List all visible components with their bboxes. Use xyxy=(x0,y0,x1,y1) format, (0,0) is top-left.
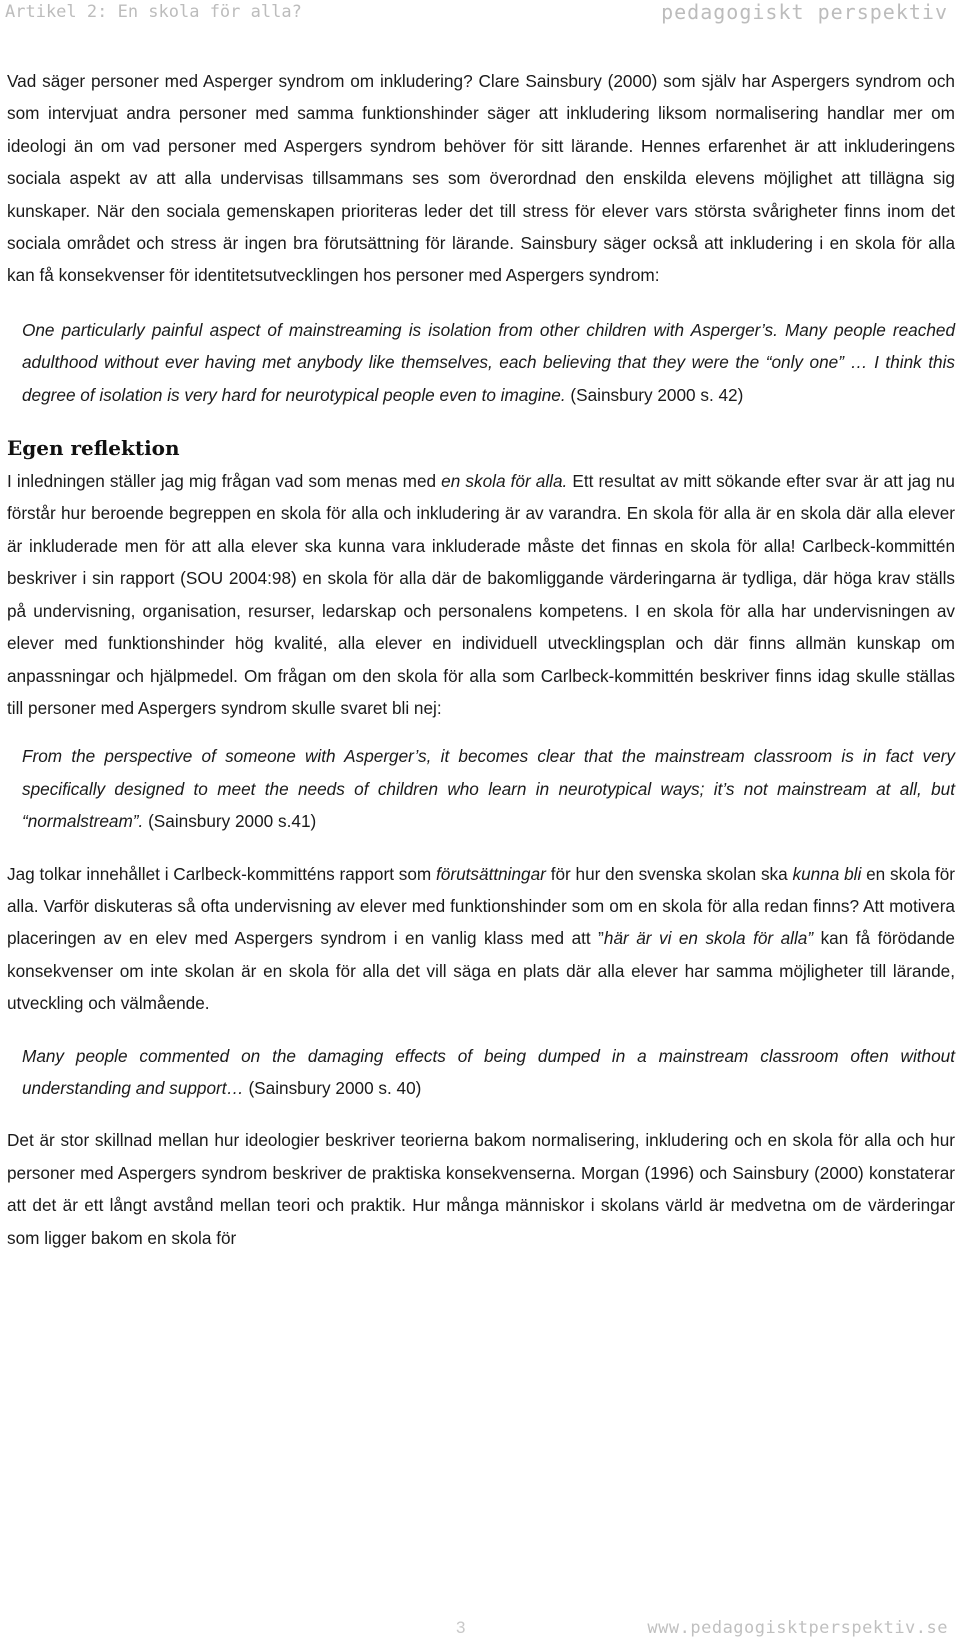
paragraph-reflection xyxy=(7,465,955,724)
text-run: Ett resultat av mitt sökande efter svar är att jag nu förstår hur beroende begreppen en skola för alla och inkludering är av varandra. En skola för alla är en skola där alla elever är inkluderade men för att alla elever ska kunna vara inkluderade måste det finnas en skola för alla! Carlbeck-kommittén beskriver i sin rapport (SOU 2004:98) en skola för alla där de bakomliggande värderingarna är tydliga, där höga krav ställs på undervisning, organisation, resurser, ledarskap och personalens kompetens. I en skola för alla har undervisningen av elever med funktionshinder hög kvalité, alla elever en individuell utvecklingsplan och där finns allmän kunskap om anpassningar och hjälpmedel. Om frågan om den skola för alla som Carlbeck-kommittén beskriver finns idag skulle ställas till personer med Aspergers syndrom skulle svaret bli nej: xyxy=(7,471,955,718)
emphasis-text: här är vi en skola för alla” xyxy=(603,928,814,949)
article-body xyxy=(7,65,955,1254)
page-number: 3 xyxy=(456,1618,466,1637)
quote-text: From the perspective of someone with Asperger’s, it becomes clear that the mainstream classroom is in fact very specifically designed to meet the needs of children who learn in neurotypical ways; it’s not mainstream at all, but “normalstream”. xyxy=(22,746,955,832)
emphasis-text: förutsättningar xyxy=(436,863,546,884)
text-run: I inledningen ställer jag mig frågan vad som menas med xyxy=(7,471,442,492)
paragraph-interpretation xyxy=(7,858,955,1020)
emphasis-text: en skola för alla. xyxy=(441,471,568,492)
article-title: Artikel 2: En skola för alla? xyxy=(5,2,302,22)
quote-text: One particularly painful aspect of mainstreaming is isolation from other children with Asperger’s. Many people reached adulthood without ever having met anybody like themselves, each believing that they were the “only one” … I think this degree of isolation is very hard for neurotypical people even to imagine. xyxy=(22,319,955,405)
blockquote-isolation xyxy=(7,314,955,411)
text-run: kan få förödande konsekvenser om inte skolan är en skola för alla det vill säga en plats där alla elever har samma möjligheter till lärande, utveckling och välmående. xyxy=(7,928,955,1014)
page-footer xyxy=(0,1618,960,1646)
paragraph-conclusion: Det är stor skillnad mellan hur ideologier beskriver teorierna bakom normalisering, inkludering och en skola för alla och hur personer med Aspergers syndrom beskriver de praktiska konsekvenserna. Morgan (1996) och Sainsbury (2000) konstaterar att det är ett långt avstånd mellan teori och praktik. Hur många människor i skolans värld är medvetna om de värderingar som ligger bakom en skola för xyxy=(7,1130,955,1248)
blockquote-normalstream xyxy=(7,740,955,837)
blockquote-dumped xyxy=(7,1040,955,1105)
emphasis-text: kunna bli xyxy=(792,863,862,884)
text-run: för hur den svenska skolan ska xyxy=(545,863,793,884)
quote-text: Many people commented on the damaging effects of being dumped in a mainstream classroom often without understanding and support… xyxy=(22,1045,955,1098)
text-run: en skola för alla. Varför diskuteras så ofta undervisning av elever med funktionshinder som om en skola för alla redan finns? Att motivera placeringen av en elev med Aspergers syndrom i en vanlig klass med att ” xyxy=(7,863,955,949)
quote-citation: (Sainsbury 2000 s.41) xyxy=(143,811,317,832)
publication-name: pedagogiskt perspektiv xyxy=(661,0,948,24)
page-header xyxy=(0,0,960,34)
quote-citation: (Sainsbury 2000 s. 42) xyxy=(565,384,744,405)
paragraph-intro: Vad säger personer med Asperger syndrom om inkludering? Clare Sainsbury (2000) som själv har Aspergers syndrom och som intervjuat andra personer med samma funktionshinder säger att inkludering liksom normalisering handlar mer om ideologi än om vad personer med Aspergers syndrom behöver för sitt lärande. Hennes erfarenhet är att inkluderingens sociala aspekt av att alla undervisas tillsammans ses som överordnad den enskilda elevens möjlighet att tillägna sig kunskaper. När den sociala gemenskapen prioriteras leder det till stress för elever vars största svårigheter finns inom det sociala området och stress är ingen bra förutsättning för lärande. Sainsbury säger också att inkludering i en skola för alla kan få konsekvenser för identitetsutvecklingen hos personer med Aspergers syndrom: xyxy=(7,71,955,286)
text-run: Jag tolkar innehållet i Carlbeck-kommitténs rapport som xyxy=(7,863,437,884)
website-link[interactable]: www.pedagogisktperspektiv.se xyxy=(647,1618,948,1638)
section-heading: Egen reflektion xyxy=(7,436,180,461)
quote-citation: (Sainsbury 2000 s. 40) xyxy=(243,1077,422,1098)
